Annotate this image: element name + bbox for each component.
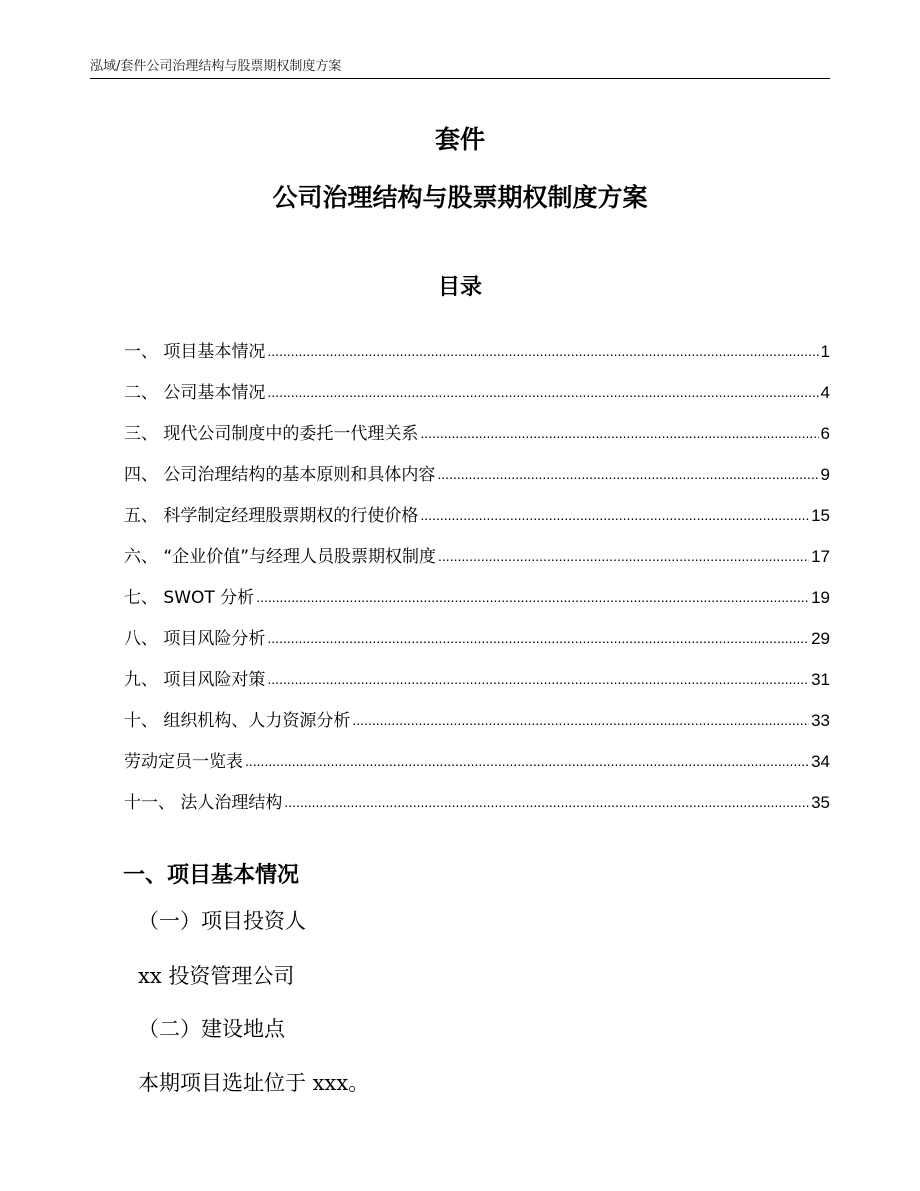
toc-entry-label: 九、 项目风险对策 <box>124 670 266 690</box>
toc-entry-page: 19 <box>811 588 830 607</box>
toc-entry-label: 一、 项目基本情况 <box>124 342 266 362</box>
table-of-contents <box>124 321 830 813</box>
document-title-line2: 公司治理结构与股票期权制度方案 <box>272 183 648 212</box>
toc-leader-dots <box>256 589 809 605</box>
toc-entry-page: 31 <box>811 670 830 689</box>
toc-entry[interactable] <box>124 608 830 649</box>
toc-leader-dots <box>438 548 809 564</box>
location-text: 本期项目选址位于 xxx。 <box>138 1071 370 1095</box>
toc-entry-label: 劳动定员一览表 <box>124 752 243 772</box>
toc-entry-page: 15 <box>811 506 830 525</box>
toc-entry-label: 五、 科学制定经理股票期权的行使价格 <box>124 506 419 526</box>
toc-entry[interactable] <box>124 772 830 813</box>
investor-text: xx 投资管理公司 <box>138 964 295 988</box>
toc-entry-page: 33 <box>811 711 830 730</box>
toc-entry-label: 三、 现代公司制度中的委托一代理关系 <box>124 424 419 444</box>
toc-leader-dots <box>352 712 809 728</box>
toc-leader-dots <box>267 630 809 646</box>
subsection-heading-investor: （一）项目投资人 <box>138 909 306 933</box>
document-title-line1: 套件 <box>434 125 485 154</box>
toc-heading: 目录 <box>437 275 482 300</box>
toc-entry-page: 29 <box>811 629 830 648</box>
toc-leader-dots <box>437 466 818 482</box>
toc-entry-page: 35 <box>811 793 830 812</box>
toc-entry-page: 1 <box>820 342 830 361</box>
toc-entry[interactable] <box>124 526 830 567</box>
toc-entry-page: 34 <box>811 752 830 771</box>
toc-entry-page: 6 <box>820 424 830 443</box>
toc-entry-label: 六、 “企业价值”与经理人员股票期权制度 <box>124 547 437 567</box>
toc-entry[interactable] <box>124 731 830 772</box>
toc-entry-label: 四、 公司治理结构的基本原则和具体内容 <box>124 465 436 485</box>
toc-entry[interactable] <box>124 485 830 526</box>
toc-entry-label: 十、 组织机构、人力资源分析 <box>124 711 351 731</box>
toc-entry[interactable] <box>124 690 830 731</box>
toc-entry-label: 七、 SWOT 分析 <box>124 588 255 608</box>
toc-entry-page: 17 <box>811 547 830 566</box>
toc-leader-dots <box>245 753 809 769</box>
toc-leader-dots <box>420 507 809 523</box>
page-header: 泓域/套件公司治理结构与股票期权制度方案 <box>90 59 342 74</box>
section-heading: 一、项目基本情况 <box>123 863 300 888</box>
toc-entry[interactable] <box>124 321 830 362</box>
toc-leader-dots <box>267 384 818 400</box>
toc-entry[interactable] <box>124 362 830 403</box>
toc-entry[interactable] <box>124 567 830 608</box>
toc-entry[interactable] <box>124 444 830 485</box>
toc-leader-dots <box>267 343 818 359</box>
toc-entry-label: 二、 公司基本情况 <box>124 383 266 403</box>
subsection-heading-location: （二）建设地点 <box>138 1017 285 1041</box>
toc-leader-dots <box>284 794 809 810</box>
toc-entry-page: 4 <box>820 383 830 402</box>
header-divider <box>90 78 830 79</box>
toc-entry[interactable] <box>124 403 830 444</box>
toc-leader-dots <box>267 671 809 687</box>
toc-entry-page: 9 <box>820 465 830 484</box>
toc-entry-label: 八、 项目风险分析 <box>124 629 266 649</box>
toc-leader-dots <box>420 425 818 441</box>
toc-entry[interactable] <box>124 649 830 690</box>
toc-entry-label: 十一、 法人治理结构 <box>124 793 283 813</box>
